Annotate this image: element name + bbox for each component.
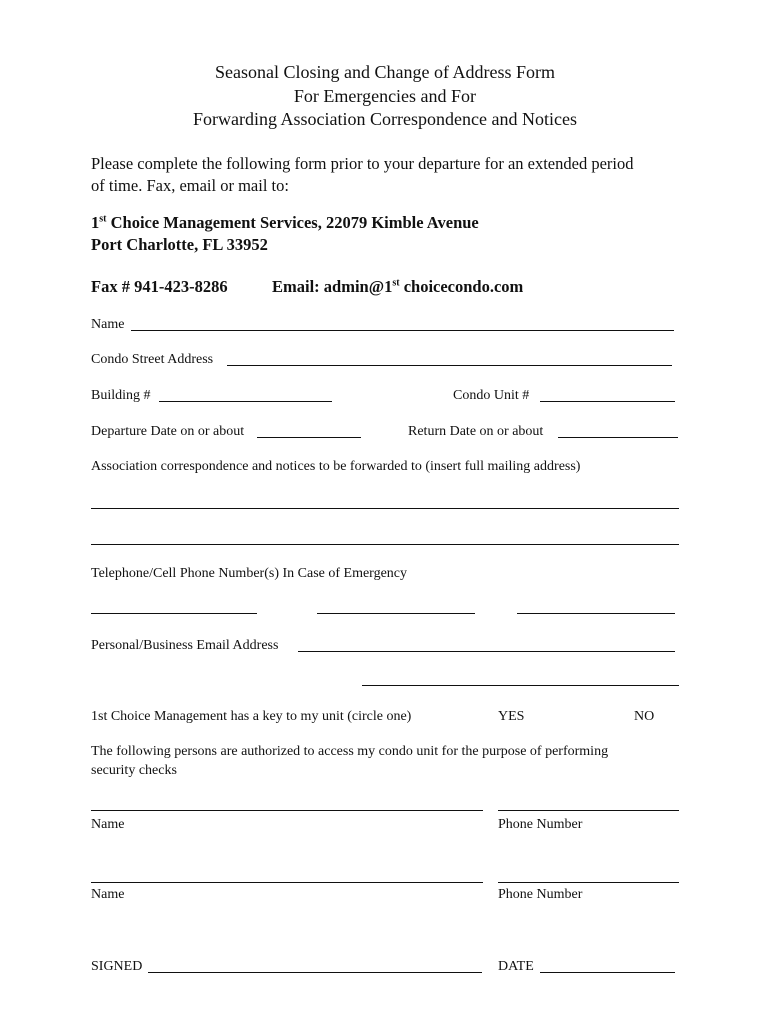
form-title-line-1: Seasonal Closing and Change of Address Form xyxy=(215,62,555,82)
email-field-1[interactable] xyxy=(298,651,675,652)
return-date-field[interactable] xyxy=(558,437,678,438)
telephone-field-1[interactable] xyxy=(91,613,257,614)
person-1-phone-label: Phone Number xyxy=(498,817,583,832)
yes-option[interactable]: YES xyxy=(498,709,525,724)
condo-unit-label: Condo Unit # xyxy=(453,388,530,403)
company-address-line-1: 1st Choice Management Services, 22079 Kimble Avenue xyxy=(91,213,479,232)
name-field[interactable] xyxy=(131,330,674,331)
departure-date-label: Departure Date on or about xyxy=(91,424,245,439)
form-title-line-2: For Emergencies and For xyxy=(293,86,477,106)
no-option[interactable]: NO xyxy=(634,709,655,724)
date-label: DATE xyxy=(498,959,534,974)
signature-field[interactable] xyxy=(148,972,482,973)
person-2-name-label: Name xyxy=(91,887,125,902)
person-2-phone-field[interactable] xyxy=(498,882,679,883)
date-field[interactable] xyxy=(540,972,675,973)
telephone-label: Telephone/Cell Phone Number(s) In Case of Emergency xyxy=(91,566,408,581)
authorized-text-line-2: security checks xyxy=(91,763,177,778)
signed-label: SIGNED xyxy=(91,959,143,974)
departure-date-field[interactable] xyxy=(257,437,361,438)
company-address-line-2: Port Charlotte, FL 33952 xyxy=(91,235,268,254)
intro-line-1: Please complete the following form prior to your departure for an extended period xyxy=(91,154,634,173)
return-date-label: Return Date on or about xyxy=(408,424,544,439)
condo-street-address-field[interactable] xyxy=(227,365,672,366)
condo-unit-field[interactable] xyxy=(540,401,675,402)
company-email: Email: admin@1st choicecondo.com xyxy=(272,277,524,296)
person-1-name-field[interactable] xyxy=(91,810,483,811)
person-1-phone-field[interactable] xyxy=(498,810,679,811)
person-2-name-field[interactable] xyxy=(91,882,483,883)
email-label: Personal/Business Email Address xyxy=(91,638,279,653)
forward-address-line-1[interactable] xyxy=(91,508,679,509)
telephone-field-3[interactable] xyxy=(517,613,675,614)
authorized-text-line-1: The following persons are authorized to access my condo unit for the purpose of performing xyxy=(91,744,609,759)
key-question-label: 1st Choice Management has a key to my unit (circle one) xyxy=(91,709,412,724)
company-fax: Fax # 941-423-8286 xyxy=(91,277,228,296)
form-title-line-3: Forwarding Association Correspondence and Notices xyxy=(193,109,577,129)
building-label: Building # xyxy=(91,388,151,403)
condo-street-address-label: Condo Street Address xyxy=(91,352,214,367)
email-field-2[interactable] xyxy=(362,685,679,686)
forward-address-label: Association correspondence and notices to be forwarded to (insert full mailing address) xyxy=(91,459,581,474)
building-field[interactable] xyxy=(159,401,332,402)
name-label: Name xyxy=(91,317,125,332)
telephone-field-2[interactable] xyxy=(317,613,475,614)
forward-address-line-2[interactable] xyxy=(91,544,679,545)
intro-line-2: of time. Fax, email or mail to: xyxy=(91,176,289,195)
person-1-name-label: Name xyxy=(91,817,125,832)
person-2-phone-label: Phone Number xyxy=(498,887,583,902)
